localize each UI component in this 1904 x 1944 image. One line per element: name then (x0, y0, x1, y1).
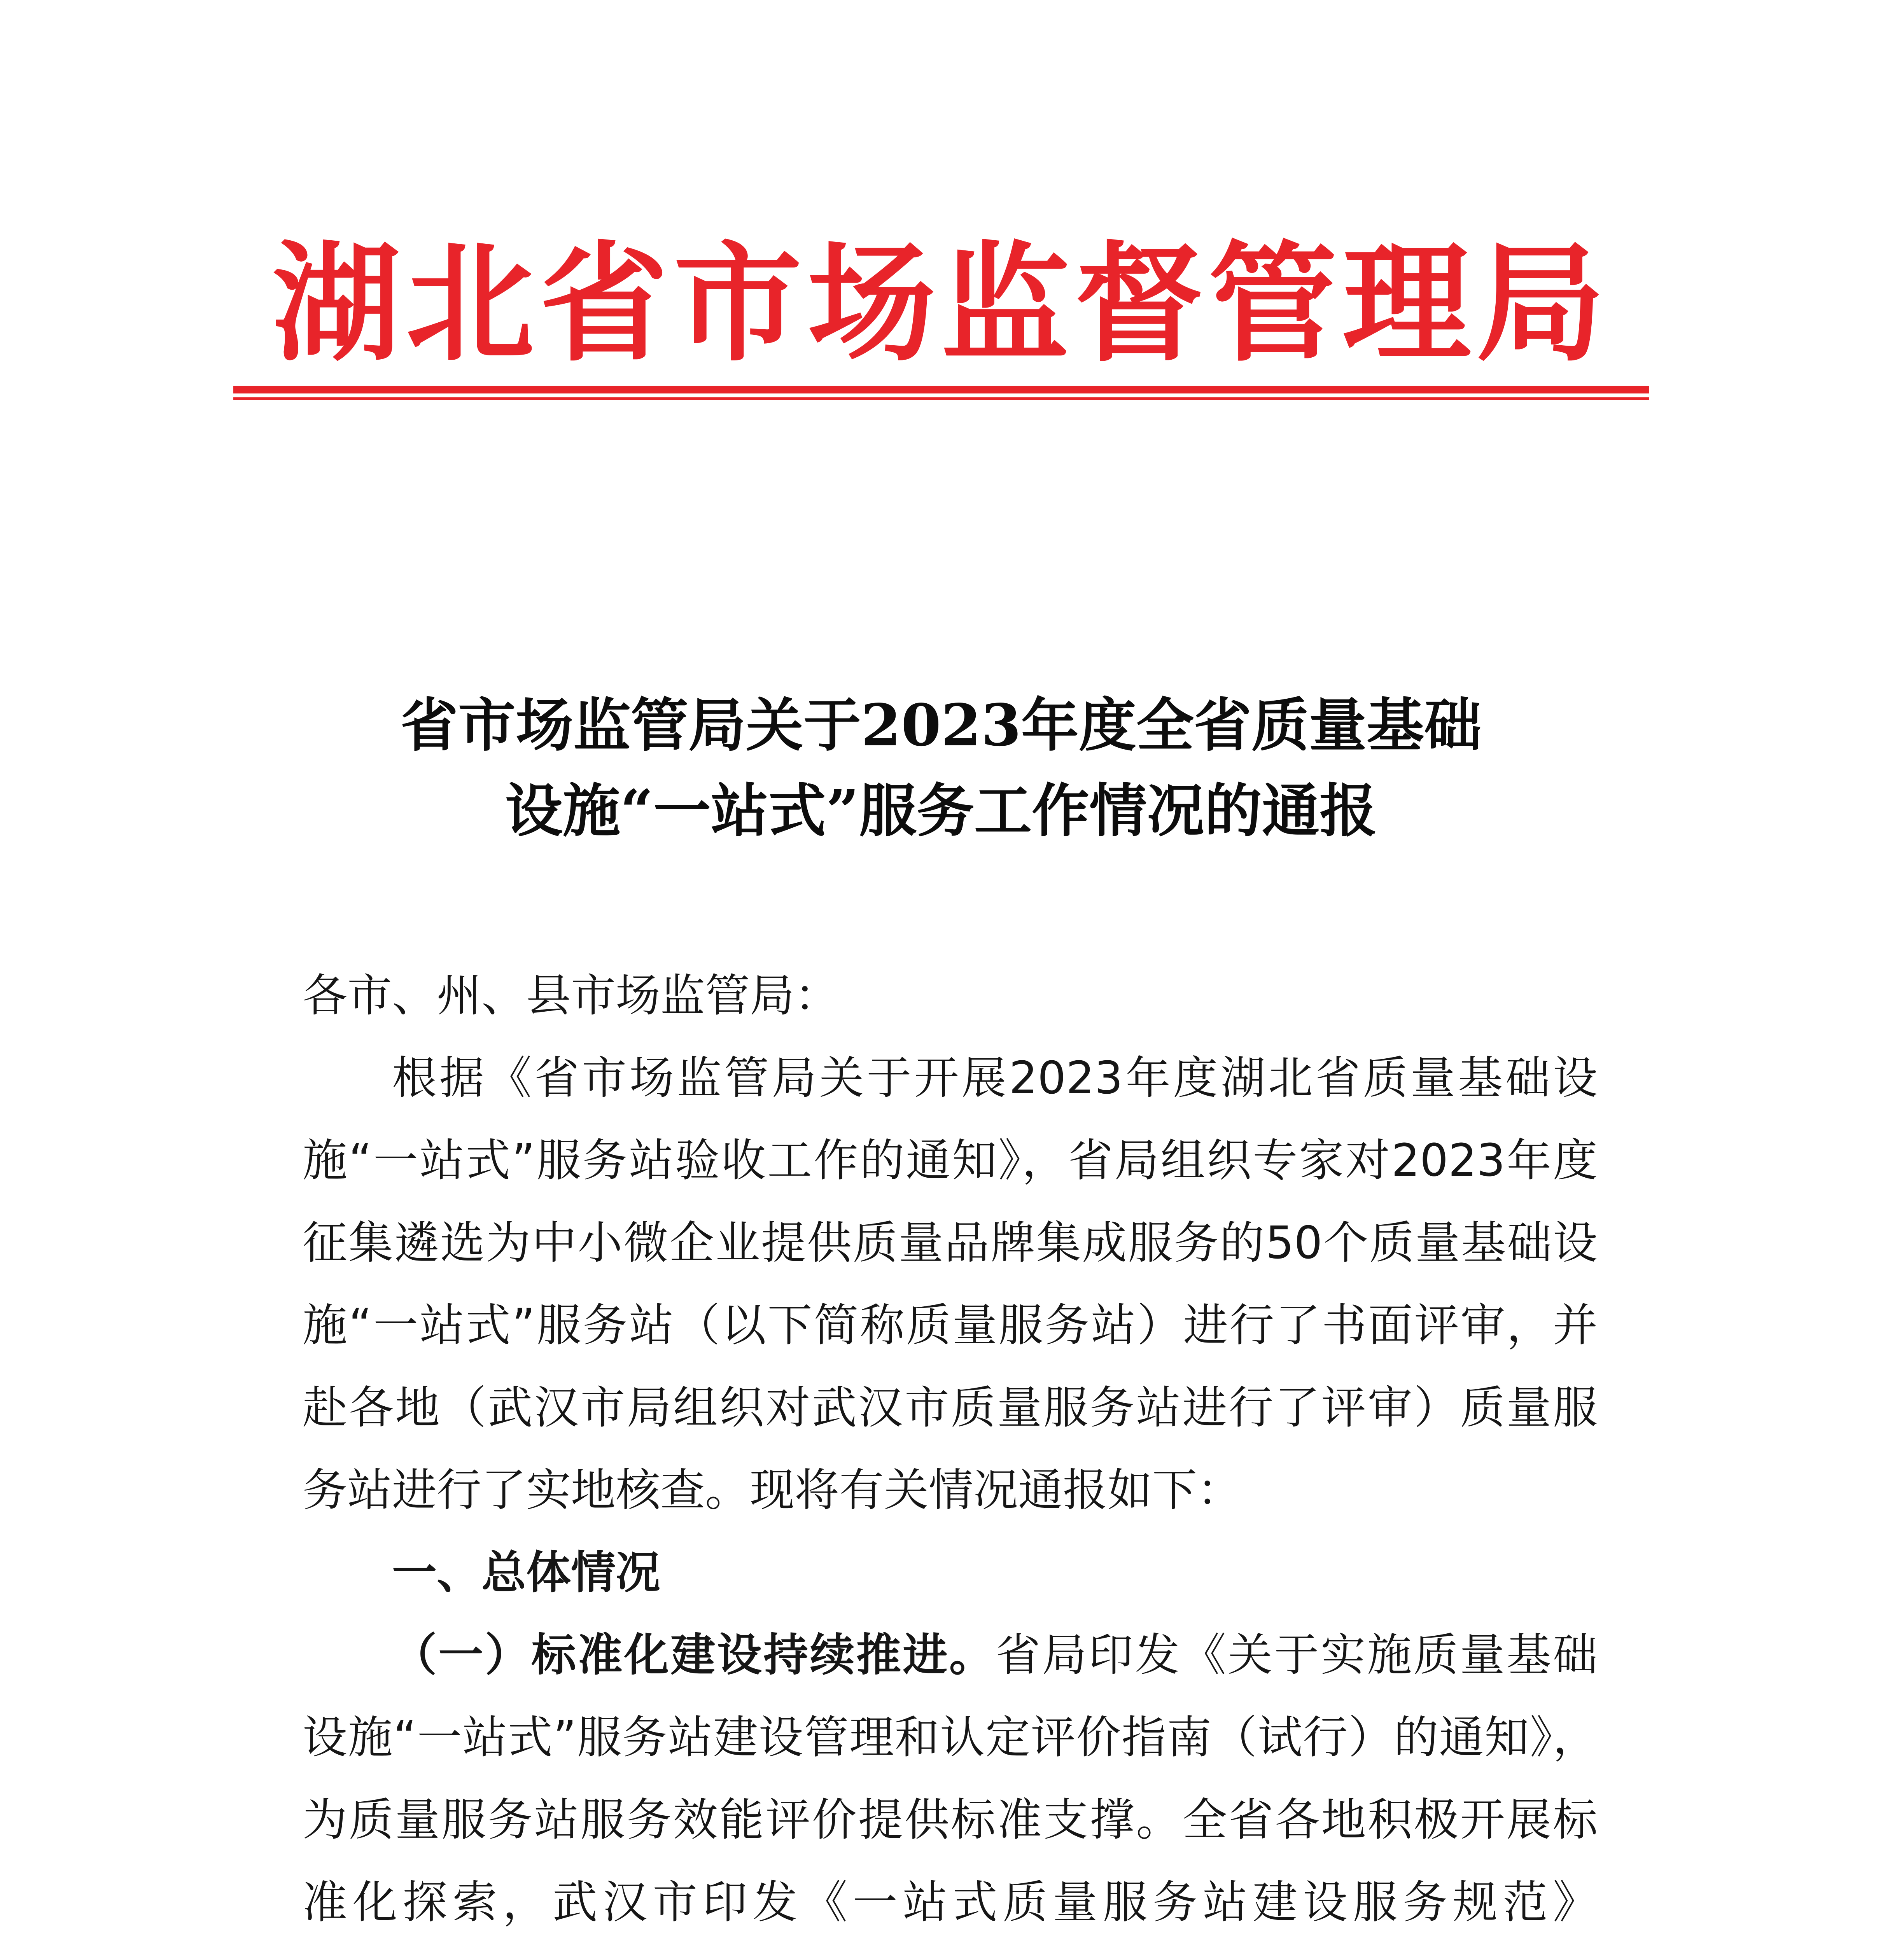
header-rule-thin (233, 397, 1649, 400)
org-header: 湖北省市场监督管理局 (272, 228, 1610, 379)
document-body (303, 955, 1598, 1944)
salutation: 各市、州、县市场监管局： (303, 970, 840, 1022)
document-title-line-2: 设施“一站式”服务工作情况的通报 (505, 777, 1377, 844)
subsection-text: 省局印发《关于实施质量基础设施“一站式”服务站建设管理和认定评价指南（试行）的通知》，为质量服务站服务效能评价提供标准支撑。全省各地积极开展标准化探索，武汉市印发《一站式质量服务站建设服务规范》 (303, 1629, 1598, 1928)
intro-paragraph: 根据《省市场监管局关于开展2023年度湖北省质量基础设施“一站式”服务站验收工作的通知》，省局组织专家对2023年度征集遴选为中小微企业提供质量品牌集成服务的50个质量基础设施“一站式”服务站（以下简称质量服务站）进行了书面评审，并赴各地（武汉市局组织对武汉市质量服务站进行了评审）质量服务站进行了实地核查。现将有关情况通报如下： (303, 1052, 1598, 1516)
header-rule-thick (233, 386, 1649, 393)
subsection-lead: （一）标准化建设持续推进。 (392, 1629, 996, 1681)
document-title (233, 682, 1649, 853)
subsection-paragraph (303, 1614, 1598, 1944)
document-title-line-1: 省市场监管局关于2023年度全省质量基础 (401, 691, 1482, 759)
section-heading: 一、总体情况 (392, 1547, 661, 1599)
